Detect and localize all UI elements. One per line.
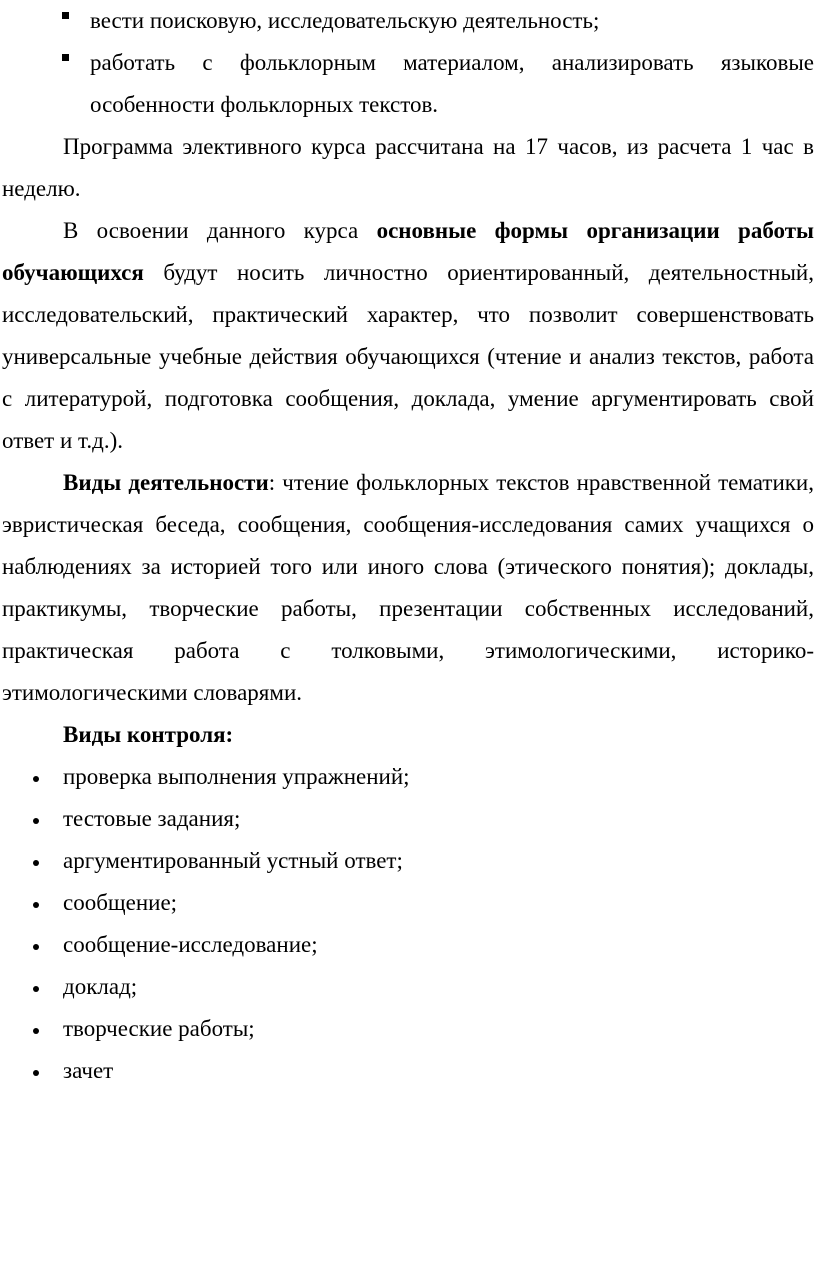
list-item xyxy=(2,966,814,1008)
list-item-text: зачет xyxy=(63,1058,114,1083)
list-item xyxy=(2,882,814,924)
paragraph-forms-rest: будут носить личностно ориентированный, деятельностный, исследовательский, практический характер, что позволит совершенствовать универсальные учебные действия обучающихся (чтение и анализ текстов, работа с литературой, подготовка сообщения, доклада, умение аргументировать свой ответ и т.д.). xyxy=(2,260,814,453)
list-item xyxy=(2,0,814,42)
list-item xyxy=(2,840,814,882)
list-item-text: сообщение-исследование; xyxy=(63,932,318,957)
list-item-text: работать с фольклорным материалом, анализировать языковые особенности фольклорных текстов. xyxy=(90,50,814,117)
list-item xyxy=(2,1008,814,1050)
list-item-text: проверка выполнения упражнений; xyxy=(63,764,410,789)
list-item-text: сообщение; xyxy=(63,890,178,915)
list-item xyxy=(2,924,814,966)
dot-bullet-icon xyxy=(33,1070,39,1076)
control-heading: Виды контроля: xyxy=(63,722,234,747)
dot-bullet-icon xyxy=(33,902,39,908)
dot-bullet-icon xyxy=(33,1028,39,1034)
dot-bullet-icon xyxy=(33,860,39,866)
list-item-text: творческие работы; xyxy=(63,1016,255,1041)
paragraph-forms-lead: В освоении данного курса xyxy=(63,218,377,243)
list-item-text: вести поисковую, исследовательскую деятельность; xyxy=(90,8,600,33)
list-item xyxy=(2,798,814,840)
paragraph-activities-bold: Виды деятельности xyxy=(63,470,269,495)
square-bullet-icon xyxy=(62,54,69,61)
list-item xyxy=(2,1050,814,1092)
list-item xyxy=(2,756,814,798)
square-bullet-list xyxy=(2,0,814,126)
dot-bullet-icon xyxy=(33,818,39,824)
list-item-text: тестовые задания; xyxy=(63,806,241,831)
dot-bullet-icon xyxy=(33,986,39,992)
paragraph-activities xyxy=(2,462,814,714)
list-item xyxy=(2,42,814,126)
paragraph-forms xyxy=(2,210,814,462)
list-item-text: доклад; xyxy=(63,974,138,999)
paragraph-forms-bold: основные формы организации работы обучающихся xyxy=(2,218,814,285)
paragraph-activities-rest: : чтение фольклорных текстов нравственной тематики, эвристическая беседа, сообщения, сообщения-исследования самих учащихся о наблюдениях за историей того или иного слова (этического понятия); доклады, практикумы, творческие работы, презентации собственных исследований, практическая работа с толковыми, этимологическими, историко-этимологическими словарями. xyxy=(2,470,814,705)
dot-bullet-icon xyxy=(33,776,39,782)
list-item-text: аргументированный устный ответ; xyxy=(63,848,403,873)
square-bullet-icon xyxy=(62,12,69,19)
paragraph-program: Программа элективного курса рассчитана на 17 часов, из расчета 1 час в неделю. xyxy=(2,134,814,201)
dot-bullet-icon xyxy=(33,944,39,950)
control-list xyxy=(2,756,814,1092)
